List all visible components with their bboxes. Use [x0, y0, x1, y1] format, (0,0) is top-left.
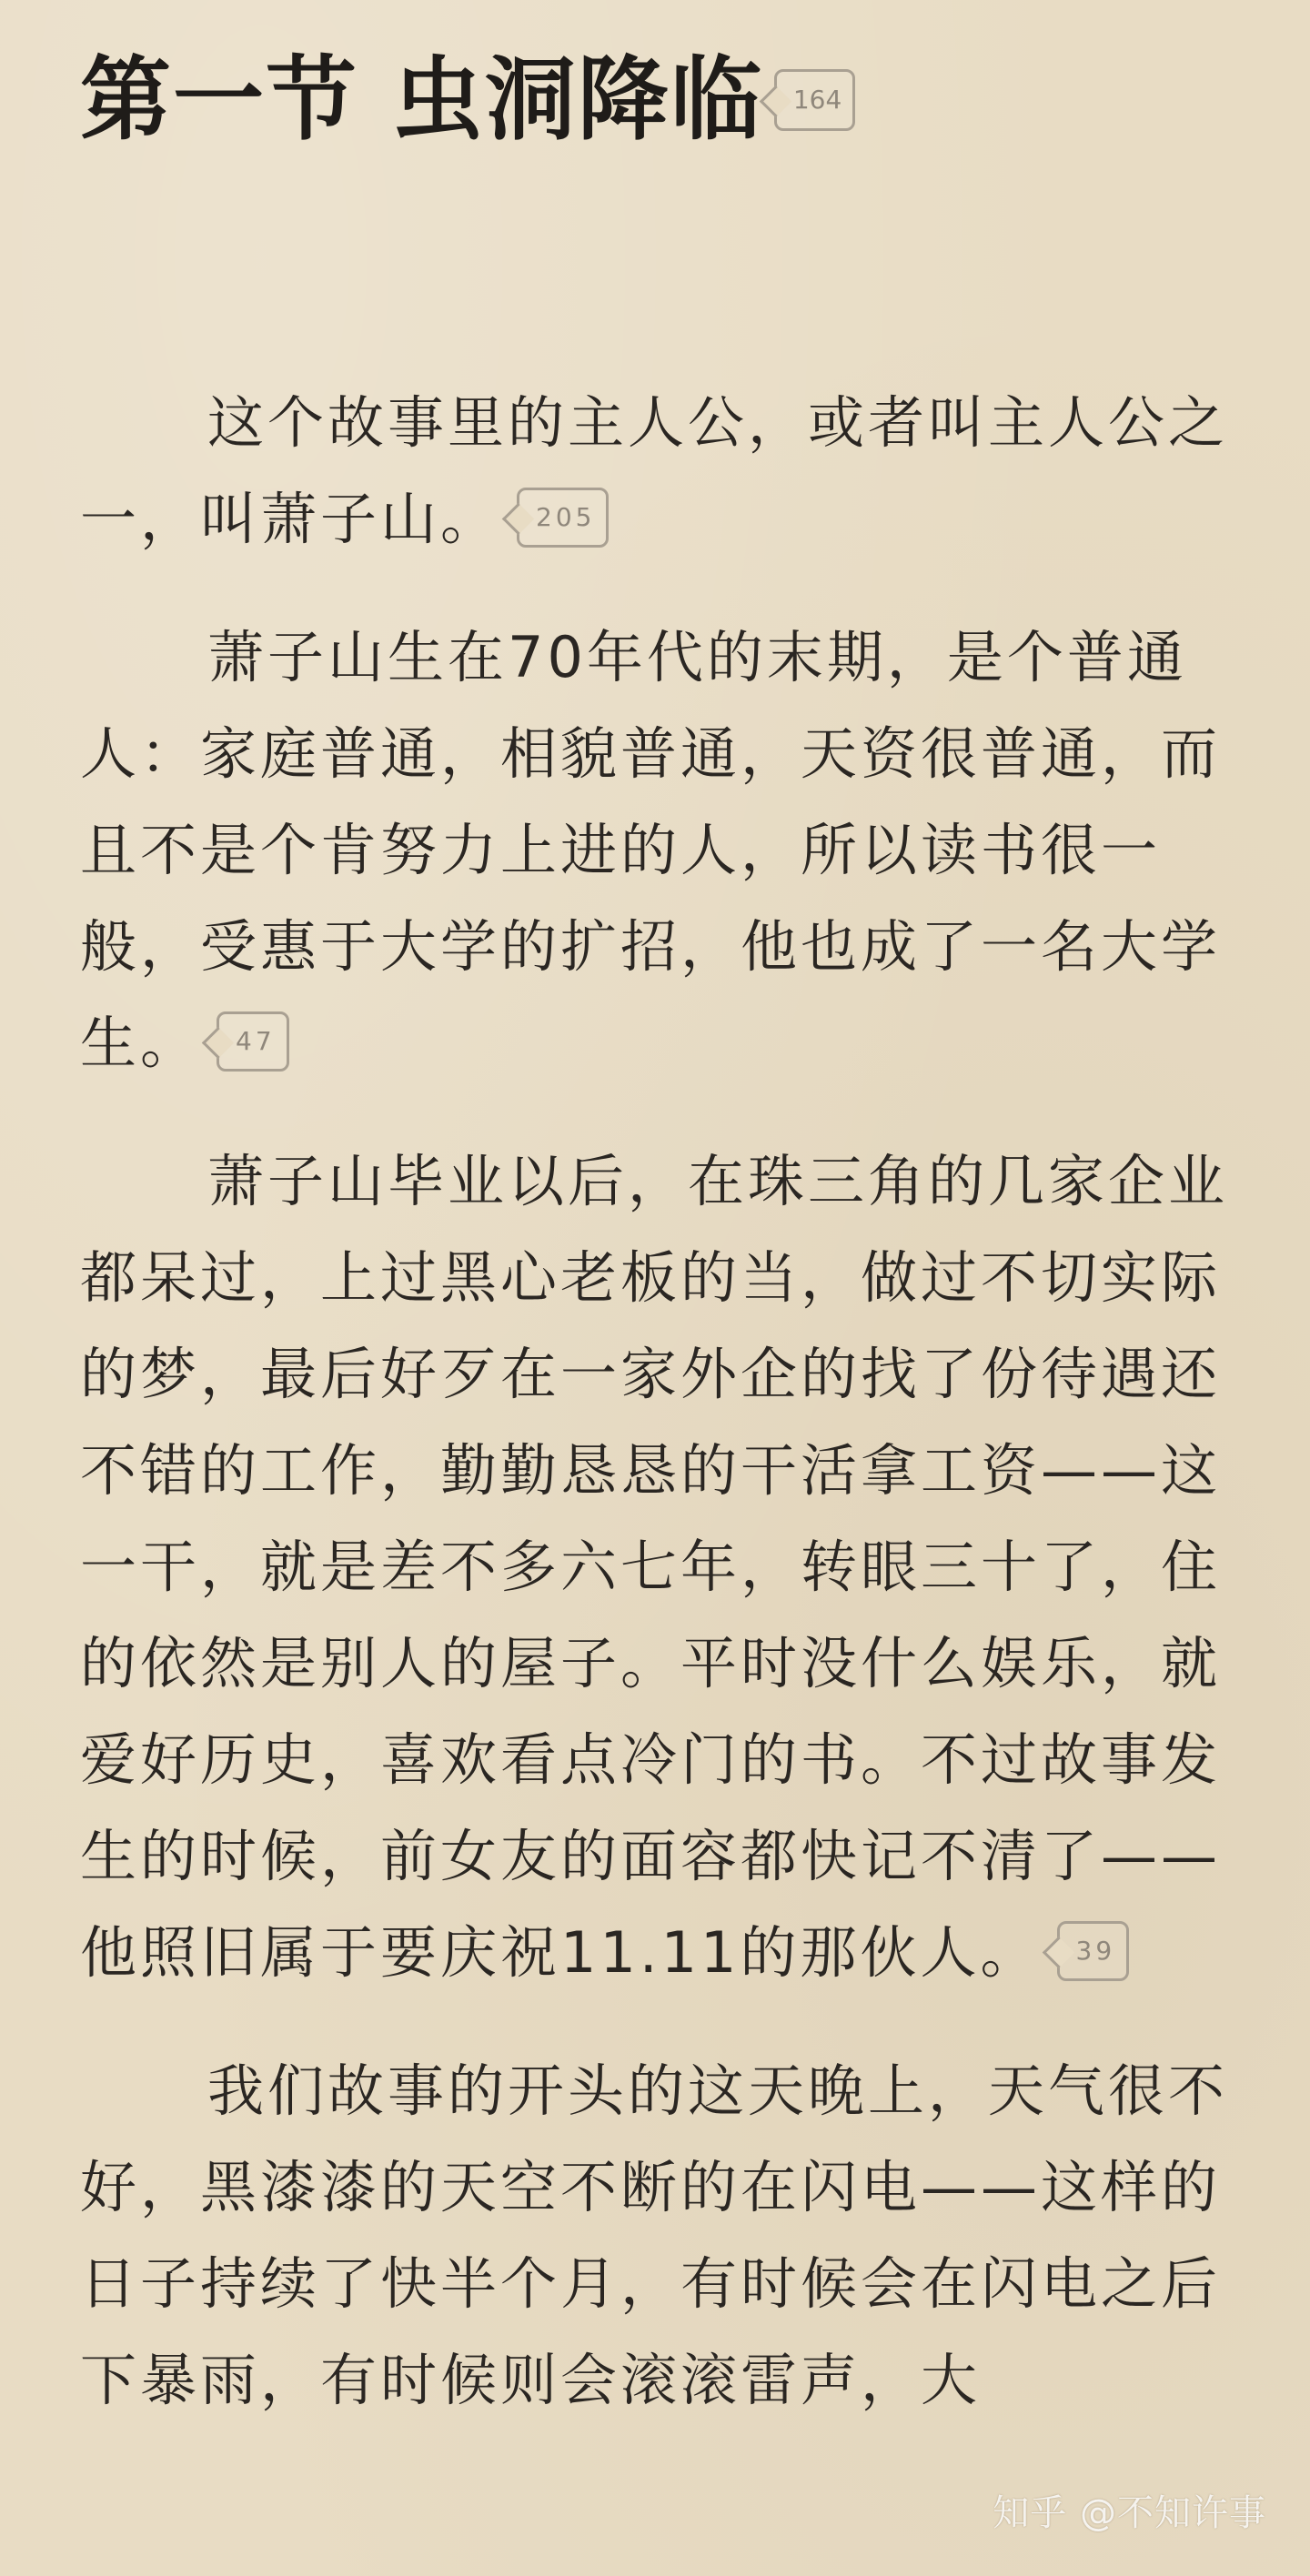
- spacer: [80, 173, 1235, 375]
- paragraph-comment-badge[interactable]: [1057, 1921, 1130, 1981]
- watermark: 知乎 @不知许事: [993, 2492, 1266, 2534]
- paragraph-2: [80, 609, 1235, 1092]
- paragraph-3: [80, 1133, 1235, 2001]
- chapter-title: 第一节 虫洞降临: [80, 46, 763, 153]
- comment-count: 205: [536, 501, 596, 532]
- comment-count: 164: [792, 85, 842, 115]
- paragraph-text: 萧子山生在70年代的末期，是个普通人：家庭普通，相貌普通，天资很普通，而且不是个肯努力上进的人，所以读书很一般，受惠于大学的扩招，他也成了一名大学生。: [80, 624, 1222, 1076]
- paragraph-comment-badge[interactable]: [217, 1011, 289, 1072]
- chapter-comment-badge[interactable]: [774, 69, 855, 131]
- chapter-header: [80, 27, 1235, 173]
- reader-page: [80, 27, 1235, 2470]
- comment-count: 47: [236, 1025, 276, 1056]
- paragraph-1: [80, 375, 1235, 568]
- paragraph-comment-badge[interactable]: [517, 488, 609, 548]
- paragraph-text: 我们故事的开头的这天晚上，天气很不好，黑漆漆的天空不断的在闪电——这样的日子持续了快半个月，有时候会在闪电之后下暴雨，有时候则会滚滚雷声，大: [80, 2058, 1229, 2413]
- paragraph-text: 这个故事里的主人公，或者叫主人公之一，叫萧子山。: [80, 389, 1229, 552]
- comment-count: 39: [1075, 1935, 1116, 1966]
- paragraph-text: 萧子山毕业以后，在珠三角的几家企业都呆过，上过黑心老板的当，做过不切实际的梦，最后好歹在一家外企的找了份待遇还不错的工作，勤勤恳恳的干活拿工资——这一干，就是差不多六七年，转眼三十了，住的依然是别人的屋子。平时没什么娱乐，就爱好历史，喜欢看点冷门的书。不过故事发生的时候，前女友的面容都快记不清了——他照旧属于要庆祝11.11的那伙人。: [80, 1148, 1229, 1986]
- paragraph-4: [80, 2043, 1235, 2429]
